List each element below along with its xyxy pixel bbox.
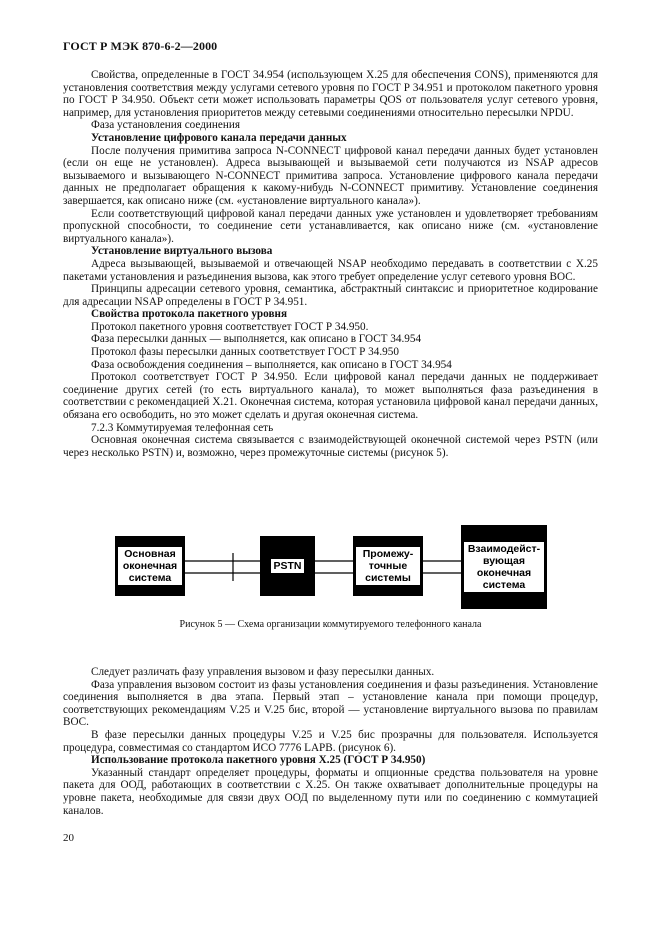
subheading-bold: Установление виртуального вызова <box>91 245 273 258</box>
system-box-peer: Взаимодейст-вующая оконечная система <box>461 525 547 609</box>
system-box-intermediate: Промежу-точные системы <box>353 536 423 596</box>
paragraph: Основная оконечная система связывается с взаимодействующей оконечной системой через PSTN (или через несколько PSTN) и, возможно, через промежуточные системы (рисунок 5). <box>63 434 598 459</box>
paragraph: Протокол фазы пересылки данных соответствует ГОСТ Р 34.950 <box>91 346 399 359</box>
paragraph: В фазе пересылки данных процедуры V.25 и V.25 бис прозрачны для пользователя. Используется процедура, совместимая со стандартом ИСО 7776 LAPB. (рисунок 6). <box>63 728 598 754</box>
paragraph: Протокол пакетного уровня соответствует ГОСТ Р 34.950. <box>91 320 369 333</box>
subheading-bold: Использование протокола пакетного уровня X.25 (ГОСТ Р 34.950) <box>91 754 426 767</box>
page-header: ГОСТ Р МЭК 870-6-2—2000 <box>63 39 218 53</box>
paragraph: Следует различать фазу управления вызовом и фазу пересылки данных. <box>91 666 435 678</box>
subheading: Фаза установления соединения <box>91 119 240 132</box>
paragraph: После получения примитива запроса N-CONNECT цифровой канал передачи данных будет установлен (если он еще не установлен). Адреса вызывающей и вызываемой сети получаются из NSAP адресов вызываемого и вызывающего N-CONNECT примитива запроса. Установление цифрового канала передачи данных не предполагает обращения к какому-нибудь N-CONNECT примитиву. Установление соединения завершается, как описано ниже (см. «установление виртуального канала»). <box>63 144 598 207</box>
paragraph: Указанный стандарт определяет процедуры, форматы и опционные средства пользователя на уровне пакета для ООД, работающих в соответствии с X.25. Он также охватывает дополнительные процедуры на уровне пакета, необходимые для связи двух ООД по выделенному пути или по соединению с коммутацией каналов. <box>63 766 598 817</box>
text-block-bottom <box>63 666 598 817</box>
paragraph: Протокол соответствует ГОСТ Р 34.950. Если цифровой канал передачи данных не поддерживает соединение других сетей (то есть виртуального канала), то может выполняться фаза разъединения в соответствии с рекомендацией X.21. Оконечная система, которая установила цифровой канал передачи данных, обязана его освободить, но это может сделать и другая оконечная система. <box>63 371 598 422</box>
paragraph: Фаза пересылки данных — выполняется, как описано в ГОСТ 34.954 <box>91 333 422 346</box>
subheading-bold: Свойства протокола пакетного уровня <box>91 308 288 321</box>
paragraph: Свойства, определенные в ГОСТ 34.954 (использующем X.25 для обеспечения CONS), применяются для установления соответствия между услугами сетевого уровня по ГОСТ Р 34.951 и протоколом пакетного уровня по ГОСТ Р 34.950. Объект сети может использовать параметры QOS от пользователя услуг сетевого уровня, например, для установления приоритетов между сетевыми соединениями относительно пересылки NPDU. <box>63 69 598 119</box>
figure-caption: Рисунок 5 — Схема организации коммутируемого телефонного канала <box>179 619 482 630</box>
paragraph: Принципы адресации сетевого уровня, семантика, абстрактный синтаксис и приоритетное кодирование для адресации NSAP определены в ГОСТ Р 34.951. <box>63 283 598 308</box>
paragraph: Адреса вызывающей, вызываемой и отвечающей NSAP необходимо передавать в соответствии с X.25 пакетами установления и разъединения вызова, как этого требует определение услуг сетевого уровня ВОС. <box>63 257 598 283</box>
paragraph: Фаза освобождения соединения – выполняется, как описано в ГОСТ 34.954 <box>91 358 452 371</box>
paragraph: Если соответствующий цифровой канал передачи данных уже установлен и удовлетворяет требованиям пропускной способности, то соединение сети устанавливается, как описано ниже (см. «установление виртуального канала»). <box>63 207 598 245</box>
paragraph: Фаза управления вызовом состоит из фазы установления соединения и фазы разъединения. Установление соединения выполняется в два этапа. Первый этап – установление канала при помощи процедур, соответствующих рекомендациям V.25 и V.25 бис, второй — установление виртуального вызова по правилам ВОС. <box>63 678 598 729</box>
system-box-main: Основная оконечная система <box>115 536 185 596</box>
subheading-bold: Установление цифрового канала передачи данных <box>91 131 347 144</box>
system-box-pstn: PSTN <box>260 536 315 596</box>
text-block-top <box>63 69 598 459</box>
page-number: 20 <box>63 832 74 844</box>
figure-diagram <box>100 525 570 615</box>
section-heading: 7.2.3 Коммутируемая телефонная сеть <box>91 421 274 434</box>
